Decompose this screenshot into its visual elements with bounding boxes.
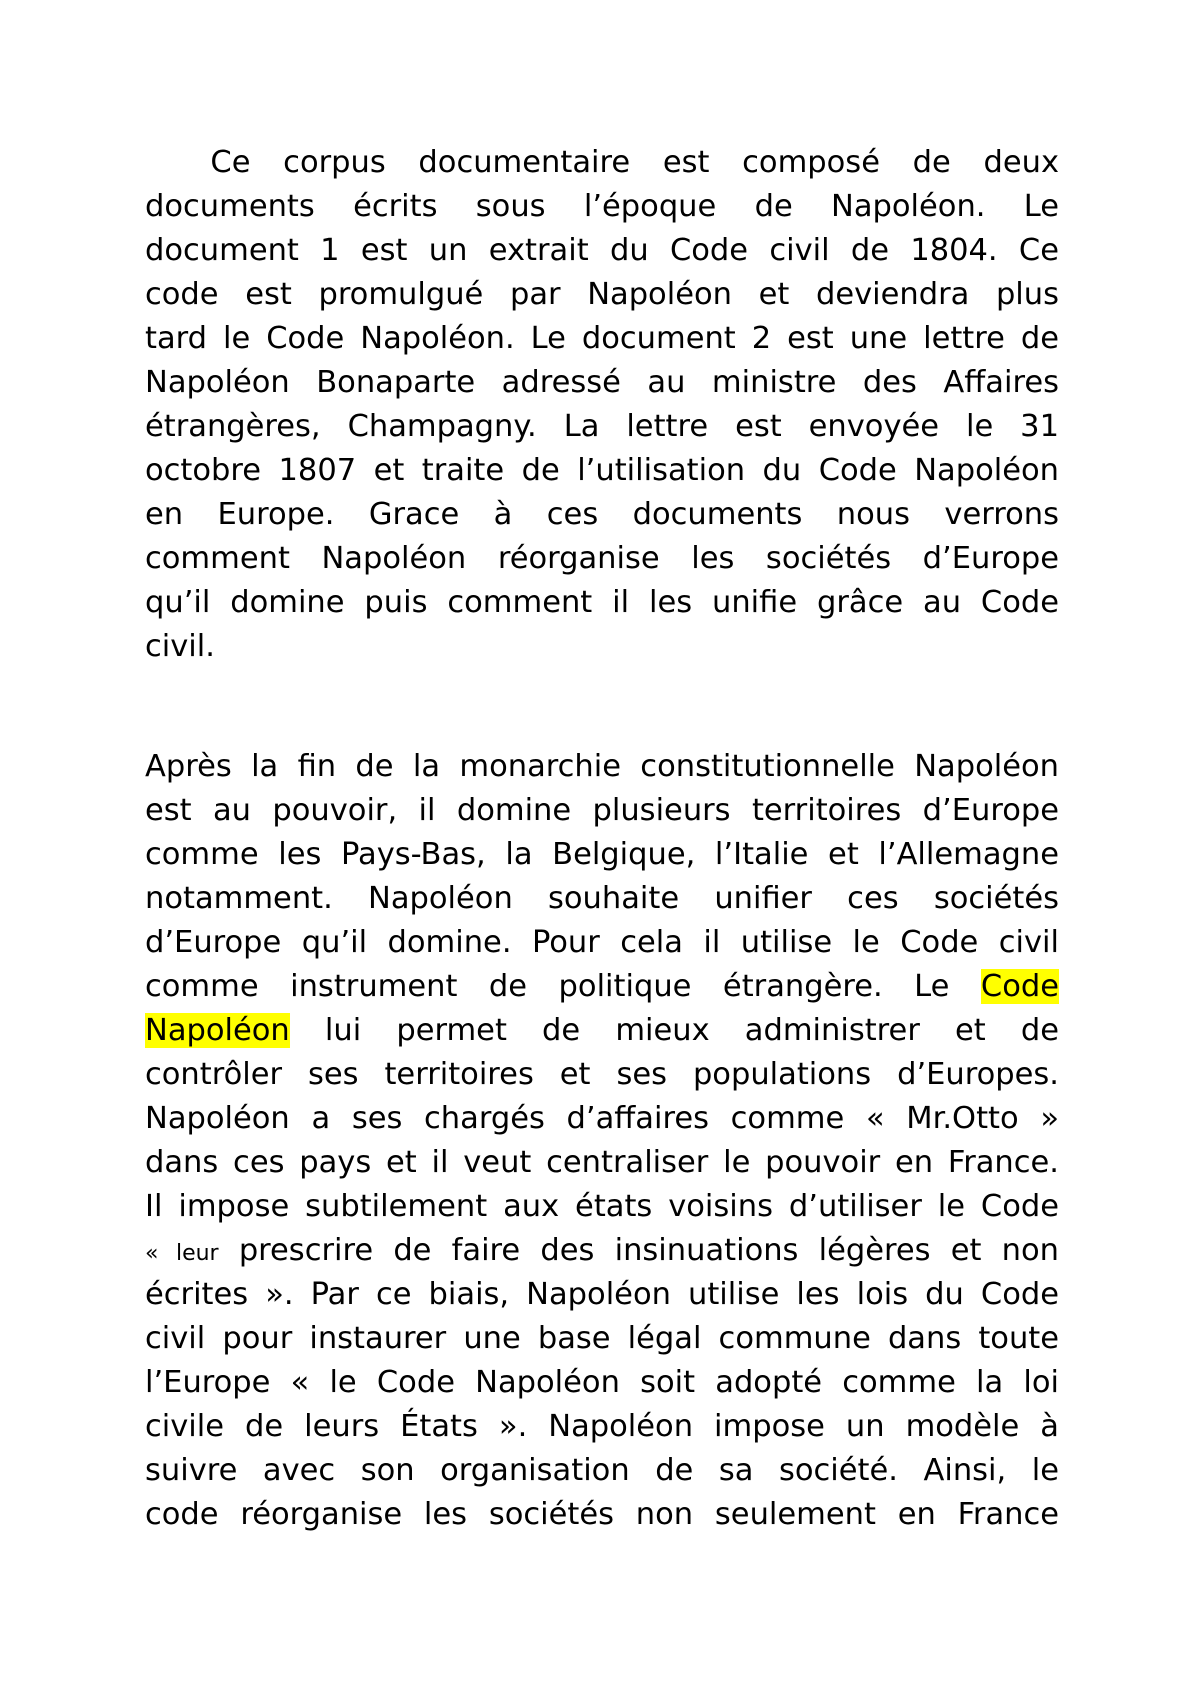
- text-line: civile de leurs États ». Napoléon impose un modèle à: [145, 1409, 1059, 1444]
- text-line: comment Napoléon réorganise les sociétés d’Europe: [145, 541, 1059, 576]
- text-line: comme les Pays-Bas, la Belgique, l’Italie et l’Allemagne: [145, 837, 1059, 872]
- text-line: étrangères, Champagny. La lettre est envoyée le 31: [145, 409, 1059, 444]
- text-segment: comme instrument de politique étrangère. Le: [145, 969, 981, 1004]
- highlighted-text: Napoléon: [145, 1013, 290, 1048]
- text-line: code réorganise les sociétés non seulement en France: [145, 1497, 1059, 1532]
- text-line: suivre avec son organisation de sa société. Ainsi, le: [145, 1453, 1059, 1488]
- text-line: [145, 1009, 1059, 1053]
- text-line: l’Europe « le Code Napoléon soit adopté comme la loi: [145, 1365, 1059, 1400]
- text-line: qu’il domine puis comment il les unifie grâce au Code: [145, 585, 1059, 620]
- text-segment: lui permet de mieux administrer et de: [289, 1013, 1059, 1048]
- text-line: est au pouvoir, il domine plusieurs territoires d’Europe: [145, 793, 1059, 828]
- text-line: documents écrits sous l’époque de Napoléon. Le: [145, 189, 1059, 224]
- text-line: Napoléon a ses chargés d’affaires comme « Mr.Otto »: [145, 1101, 1059, 1136]
- text-line: Ce corpus documentaire est composé de deux: [145, 145, 1059, 180]
- text-line: civil pour instaurer une base légal commune dans toute: [145, 1321, 1059, 1356]
- text-line: Après la fin de la monarchie constitutionnelle Napoléon: [145, 749, 1059, 784]
- text-line: [145, 965, 1059, 1009]
- text-line: tard le Code Napoléon. Le document 2 est une lettre de: [145, 321, 1059, 356]
- text-segment: prescrire de faire des insinuations légères et non: [218, 1233, 1059, 1268]
- text-line: [145, 1229, 1059, 1273]
- highlighted-text: Code: [980, 969, 1059, 1004]
- text-line: contrôler ses territoires et ses populations d’Europes.: [145, 1057, 1059, 1092]
- text-line: d’Europe qu’il domine. Pour cela il utilise le Code civil: [145, 925, 1059, 960]
- text-line: civil.: [145, 629, 215, 664]
- text-line: document 1 est un extrait du Code civil de 1804. Ce: [145, 233, 1059, 268]
- text-line: code est promulgué par Napoléon et deviendra plus: [145, 277, 1059, 312]
- text-line: Il impose subtilement aux états voisins d’utiliser le Code: [145, 1189, 1059, 1224]
- text-line: écrites ». Par ce biais, Napoléon utilise les lois du Code: [145, 1277, 1059, 1312]
- text-line: dans ces pays et il veut centraliser le pouvoir en France.: [145, 1145, 1059, 1180]
- text-line: notamment. Napoléon souhaite unifier ces sociétés: [145, 881, 1059, 916]
- small-quote-text: « leur: [145, 1241, 219, 1266]
- text-line: Napoléon Bonaparte adressé au ministre des Affaires: [145, 365, 1059, 400]
- text-line: en Europe. Grace à ces documents nous verrons: [145, 497, 1059, 532]
- text-line: octobre 1807 et traite de l’utilisation du Code Napoléon: [145, 453, 1059, 488]
